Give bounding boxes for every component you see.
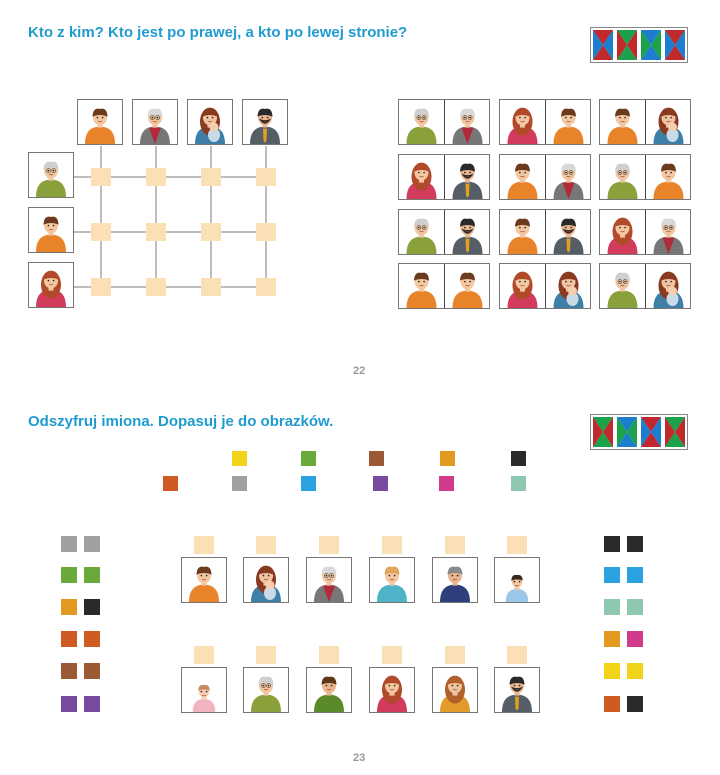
- pair-card: [599, 263, 691, 309]
- grid-number-badge: [256, 168, 276, 186]
- boy-illustration: [445, 264, 490, 308]
- color-code-row: [604, 599, 653, 615]
- code-square: [627, 663, 643, 679]
- grid-number-badge: [146, 278, 166, 296]
- grid-number-badge: [201, 168, 221, 186]
- picture-number-badge: [507, 536, 527, 554]
- picture-number-badge: [507, 646, 527, 664]
- grandma-illustration: [600, 264, 645, 308]
- top-person-picture: [242, 99, 288, 145]
- code-square: [61, 696, 77, 712]
- person-picture: [494, 557, 540, 603]
- picture-number-badge: [445, 646, 465, 664]
- person-picture: [494, 667, 540, 713]
- grid-number-badge: [201, 278, 221, 296]
- code-square: [84, 696, 100, 712]
- code-square: [61, 599, 77, 615]
- color-code-row: [61, 599, 110, 615]
- picture-number-badge: [319, 536, 339, 554]
- code-square: [84, 663, 100, 679]
- code-square: [604, 663, 620, 679]
- father-illustration: [243, 100, 287, 144]
- color-code-row: [604, 536, 653, 552]
- syllable-color-square: [232, 451, 247, 466]
- page-number-22: 22: [353, 365, 366, 377]
- card-divider: [545, 210, 546, 255]
- code-square: [604, 696, 620, 712]
- pair-card: [599, 209, 691, 255]
- syllable-item: [370, 476, 388, 491]
- code-square: [61, 536, 77, 552]
- syllable-item: [229, 451, 247, 466]
- card-divider: [444, 264, 445, 309]
- person-picture: [306, 667, 352, 713]
- syllable-item: [366, 451, 384, 466]
- code-square: [61, 631, 77, 647]
- girl-illustration: [399, 155, 444, 199]
- grid-number-badge: [146, 168, 166, 186]
- boy-blond-illustration: [370, 558, 414, 602]
- code-square: [604, 567, 620, 583]
- syllable-color-square: [511, 476, 526, 491]
- pair-card: [599, 99, 691, 145]
- page23-title: Odszyfruj imiona. Dopasuj je do obrazków.: [28, 413, 334, 430]
- left-person-picture: [28, 207, 74, 253]
- code-square: [627, 536, 643, 552]
- code-square: [61, 663, 77, 679]
- code-square: [627, 567, 643, 583]
- code-square: [627, 696, 643, 712]
- person-picture: [181, 667, 227, 713]
- girl-illustration: [500, 264, 545, 308]
- mother-baby-illustration: [244, 558, 288, 602]
- grid-number-badge: [256, 278, 276, 296]
- pair-card: [499, 209, 591, 255]
- grandpa-illustration: [546, 155, 591, 199]
- color-code-row: [604, 696, 653, 712]
- syllable-color-square: [163, 476, 178, 491]
- card-divider: [444, 155, 445, 200]
- top-person-picture: [132, 99, 178, 145]
- father-illustration: [546, 210, 591, 254]
- grandma-illustration: [244, 668, 288, 712]
- card-divider: [645, 210, 646, 255]
- syllable-item: [160, 476, 178, 491]
- picture-number-badge: [256, 536, 276, 554]
- card-divider: [545, 155, 546, 200]
- grandpa-illustration: [646, 210, 691, 254]
- card-divider: [645, 264, 646, 309]
- man-navy-illustration: [433, 558, 477, 602]
- baby-illustration: [182, 668, 226, 712]
- boy-illustration: [399, 264, 444, 308]
- code-square: [84, 599, 100, 615]
- syllable-item: [436, 476, 454, 491]
- person-picture: [369, 557, 415, 603]
- picture-number-badge: [194, 536, 214, 554]
- picture-number-badge: [445, 536, 465, 554]
- color-code-row: [604, 631, 653, 647]
- logo-emblem-bottom: [590, 414, 688, 450]
- pair-card: [398, 154, 490, 200]
- pair-card: [398, 99, 490, 145]
- syllable-color-square: [301, 476, 316, 491]
- syllable-color-square: [439, 476, 454, 491]
- grid-number-badge: [91, 168, 111, 186]
- syllable-color-square: [301, 451, 316, 466]
- syllable-item: [298, 476, 316, 491]
- person-picture: [243, 667, 289, 713]
- color-code-row: [61, 567, 110, 583]
- code-square: [627, 631, 643, 647]
- pair-card: [499, 99, 591, 145]
- page22-title: Kto z kim? Kto jest po prawej, a kto po lewej stronie?: [28, 24, 408, 41]
- person-picture: [306, 557, 352, 603]
- code-square: [604, 631, 620, 647]
- boy-illustration: [182, 558, 226, 602]
- picture-number-badge: [319, 646, 339, 664]
- grid-number-badge: [91, 223, 111, 241]
- card-divider: [444, 100, 445, 145]
- girl-illustration: [600, 210, 645, 254]
- grandpa-illustration: [133, 100, 177, 144]
- boy-illustration: [78, 100, 122, 144]
- top-person-picture: [187, 99, 233, 145]
- color-code-row: [604, 567, 653, 583]
- code-square: [604, 599, 620, 615]
- left-person-picture: [28, 262, 74, 308]
- card-divider: [645, 155, 646, 200]
- girl-illustration: [370, 668, 414, 712]
- grandpa-illustration: [307, 558, 351, 602]
- syllable-item: [298, 451, 316, 466]
- syllable-color-square: [369, 451, 384, 466]
- logo-emblem-top: [590, 27, 688, 63]
- father-illustration: [445, 210, 490, 254]
- code-square: [84, 567, 100, 583]
- syllable-item: [508, 451, 526, 466]
- grid-number-badge: [201, 223, 221, 241]
- color-code-row: [61, 663, 110, 679]
- syllable-item: [229, 476, 247, 491]
- father-illustration: [445, 155, 490, 199]
- picture-number-badge: [382, 536, 402, 554]
- picture-number-badge: [382, 646, 402, 664]
- woman-orange-illustration: [433, 668, 477, 712]
- left-person-picture: [28, 152, 74, 198]
- pair-card: [499, 154, 591, 200]
- father-illustration: [495, 668, 539, 712]
- code-square: [61, 567, 77, 583]
- color-code-row: [61, 631, 110, 647]
- picture-number-badge: [194, 646, 214, 664]
- syllable-color-square: [440, 451, 455, 466]
- mother-baby-illustration: [646, 264, 691, 308]
- color-code-row: [61, 536, 110, 552]
- boy-illustration: [500, 210, 545, 254]
- boy-illustration: [29, 208, 73, 252]
- card-divider: [444, 210, 445, 255]
- person-picture: [369, 667, 415, 713]
- code-square: [84, 536, 100, 552]
- syllable-item: [437, 451, 455, 466]
- mother-baby-illustration: [546, 264, 591, 308]
- code-square: [84, 631, 100, 647]
- pair-card: [398, 263, 490, 309]
- boy-illustration: [600, 100, 645, 144]
- boy-illustration: [546, 100, 591, 144]
- syllable-color-square: [511, 451, 526, 466]
- card-divider: [545, 100, 546, 145]
- color-code-row: [61, 696, 110, 712]
- mother-baby-illustration: [646, 100, 691, 144]
- pair-card: [599, 154, 691, 200]
- girl-illustration: [29, 263, 73, 307]
- syllable-item: [508, 476, 526, 491]
- picture-number-badge: [256, 646, 276, 664]
- code-square: [627, 599, 643, 615]
- grid-number-badge: [146, 223, 166, 241]
- grid-number-badge: [91, 278, 111, 296]
- top-person-picture: [77, 99, 123, 145]
- grandma-illustration: [29, 153, 73, 197]
- boy-illustration: [646, 155, 691, 199]
- grandma-illustration: [399, 100, 444, 144]
- card-divider: [645, 100, 646, 145]
- person-picture: [432, 667, 478, 713]
- grandpa-illustration: [445, 100, 490, 144]
- person-picture: [432, 557, 478, 603]
- grid-number-badge: [256, 223, 276, 241]
- pair-card: [499, 263, 591, 309]
- card-divider: [545, 264, 546, 309]
- person-picture: [181, 557, 227, 603]
- syllable-color-square: [232, 476, 247, 491]
- girl-illustration: [500, 100, 545, 144]
- grandma-illustration: [399, 210, 444, 254]
- syllable-color-square: [373, 476, 388, 491]
- pair-card: [398, 209, 490, 255]
- boy-illustration: [500, 155, 545, 199]
- color-code-row: [604, 663, 653, 679]
- small-boy-illustration: [495, 558, 539, 602]
- man-green-illustration: [307, 668, 351, 712]
- person-picture: [243, 557, 289, 603]
- code-square: [604, 536, 620, 552]
- page-number-23: 23: [353, 752, 366, 764]
- grandma-illustration: [600, 155, 645, 199]
- mother-baby-illustration: [188, 100, 232, 144]
